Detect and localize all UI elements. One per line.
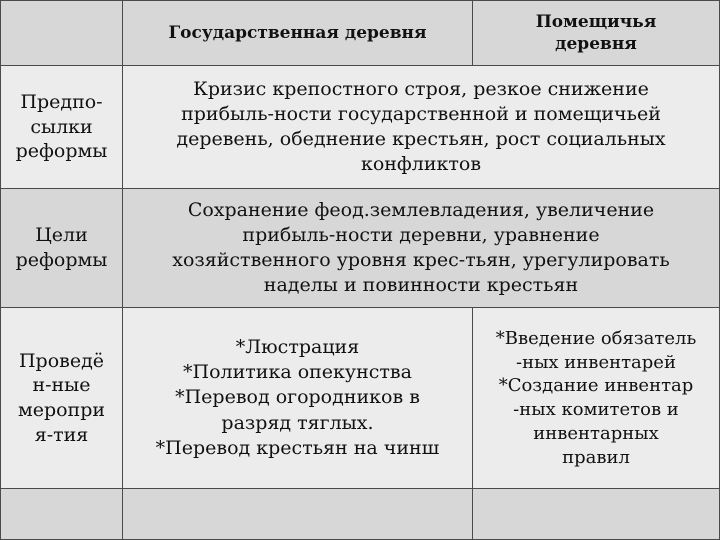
header-landlord-village-text: Помещичья деревня	[535, 11, 657, 54]
row-label-empty	[0, 489, 123, 540]
measures-state-text: *Люстрация *Политика опекунства *Перевод огородников в разряд тяглых. *Перевод крестьян на чинш	[155, 336, 440, 459]
header-corner-cell	[0, 0, 123, 66]
goals-text: Сохранение феод.землевладения, увеличение прибыль-ности деревни, уравнение хозяйственного уровня крес-тьян, урегулировать наделы и повинности крестьян	[172, 198, 670, 297]
row-label-prerequisites	[0, 66, 123, 189]
row-label-goals-text: Цели реформы	[15, 224, 108, 271]
row-label-goals	[0, 189, 123, 308]
measures-state-cell	[123, 308, 473, 489]
row-label-measures-text: Проведё н-ные меропри я-тия	[17, 349, 106, 446]
row-label-measures	[0, 308, 123, 489]
measures-landlord-cell	[473, 308, 720, 489]
header-state-village-text: Государственная деревня	[168, 22, 427, 43]
empty-state-cell	[123, 489, 473, 540]
goals-cell	[123, 189, 720, 308]
row-label-prerequisites-text: Предпо- сылки реформы	[15, 90, 108, 163]
header-landlord-village	[473, 0, 720, 66]
header-state-village	[123, 0, 473, 66]
empty-landlord-cell	[473, 489, 720, 540]
measures-landlord-text: *Введение обязатель -ных инвентарей *Создание инвентар -ных комитетов и инвентарных правил	[495, 327, 697, 468]
prerequisites-text: Кризис крепостного строя, резкое снижение прибыль-ности государственной и помещичьей деревень, обеднение крестьян, рост социальных конфликтов	[176, 77, 666, 176]
prerequisites-cell	[123, 66, 720, 189]
